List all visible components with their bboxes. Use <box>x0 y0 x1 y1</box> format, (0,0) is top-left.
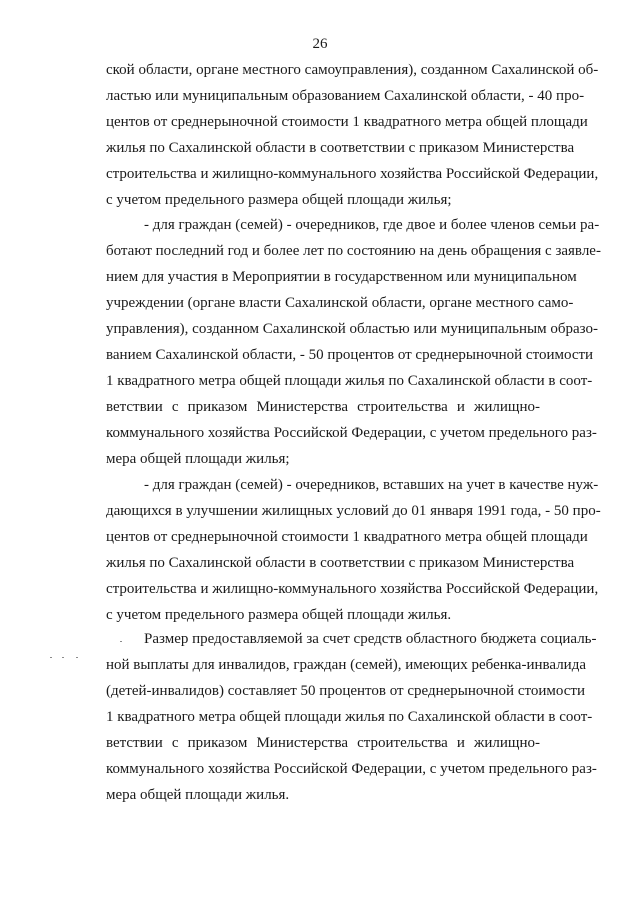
scan-speck <box>62 657 64 658</box>
text-line: центов от среднерыночной стоимости 1 квадратного метра общей площади <box>106 114 588 130</box>
text-line: ластью или муниципальным образованием Сахалинской области, - 40 про- <box>106 88 585 104</box>
text-line: с учетом предельного размера общей площади жилья. <box>106 607 452 623</box>
text-line: 1 квадратного метра общей площади жилья по Сахалинской области в соот- <box>106 373 593 389</box>
text-line: ской области, органе местного самоуправления), созданном Сахалинской об- <box>106 62 599 78</box>
text-line: жилья по Сахалинской области в соответствии с приказом Министерства <box>106 140 575 156</box>
text-line: жилья по Сахалинской области в соответствии с приказом Министерства <box>106 555 575 571</box>
text-line: коммунального хозяйства Российской Федерации, с учетом предельного раз- <box>106 425 597 441</box>
text-line: мера общей площади жилья; <box>106 451 290 467</box>
paragraph-continuation <box>106 57 599 213</box>
text-line: Размер предоставляемой за счет средств областного бюджета социаль- <box>144 631 597 647</box>
text-line: с учетом предельного размера общей площади жилья; <box>106 192 452 208</box>
text-line: - для граждан (семей) - очередников, где двое и более членов семьи ра- <box>144 217 600 233</box>
text-line: - для граждан (семей) - очередников, вставших на учет в качестве нуж- <box>144 477 599 493</box>
text-line: ветствии с приказом Министерства строительства и жилищно- <box>106 735 540 751</box>
text-line: 1 квадратного метра общей площади жилья по Сахалинской области в соот- <box>106 709 593 725</box>
text-line: ванием Сахалинской области, - 50 процентов от среднерыночной стоимости <box>106 347 594 363</box>
text-line: управления), созданном Сахалинской областью или муниципальным образо- <box>106 321 598 337</box>
text-line: нием для участия в Мероприятии в государственном или муниципальном <box>106 269 577 285</box>
paragraph-working-families <box>106 212 601 472</box>
page-number: 26 <box>312 36 328 52</box>
text-line: коммунального хозяйства Российской Федерации, с учетом предельного раз- <box>106 761 597 777</box>
text-line: строительства и жилищно-коммунального хозяйства Российской Федерации, <box>106 581 599 597</box>
scan-speck <box>120 641 122 642</box>
text-line: ботают последний год и более лет по состоянию на день обращения с заявле- <box>106 243 601 259</box>
text-line: дающихся в улучшении жилищных условий до 01 января 1991 года, - 50 про- <box>106 503 601 519</box>
text-line: (детей-инвалидов) составляет 50 процентов от среднерыночной стоимости <box>106 683 585 699</box>
text-line: строительства и жилищно-коммунального хозяйства Российской Федерации, <box>106 166 599 182</box>
paragraph-pre-1991-queue <box>106 472 601 628</box>
text-line: ветствии с приказом Министерства строительства и жилищно- <box>106 399 540 415</box>
text-line: учреждении (органе власти Сахалинской области, органе местного само- <box>106 295 574 311</box>
paragraph-disabled-payment <box>106 626 597 808</box>
text-line: ной выплаты для инвалидов, граждан (семей), имеющих ребенка-инвалида <box>106 657 586 673</box>
scan-speck <box>50 657 52 658</box>
text-line: мера общей площади жилья. <box>106 787 290 803</box>
scan-speck <box>76 657 78 658</box>
text-line: центов от среднерыночной стоимости 1 квадратного метра общей площади <box>106 529 588 545</box>
